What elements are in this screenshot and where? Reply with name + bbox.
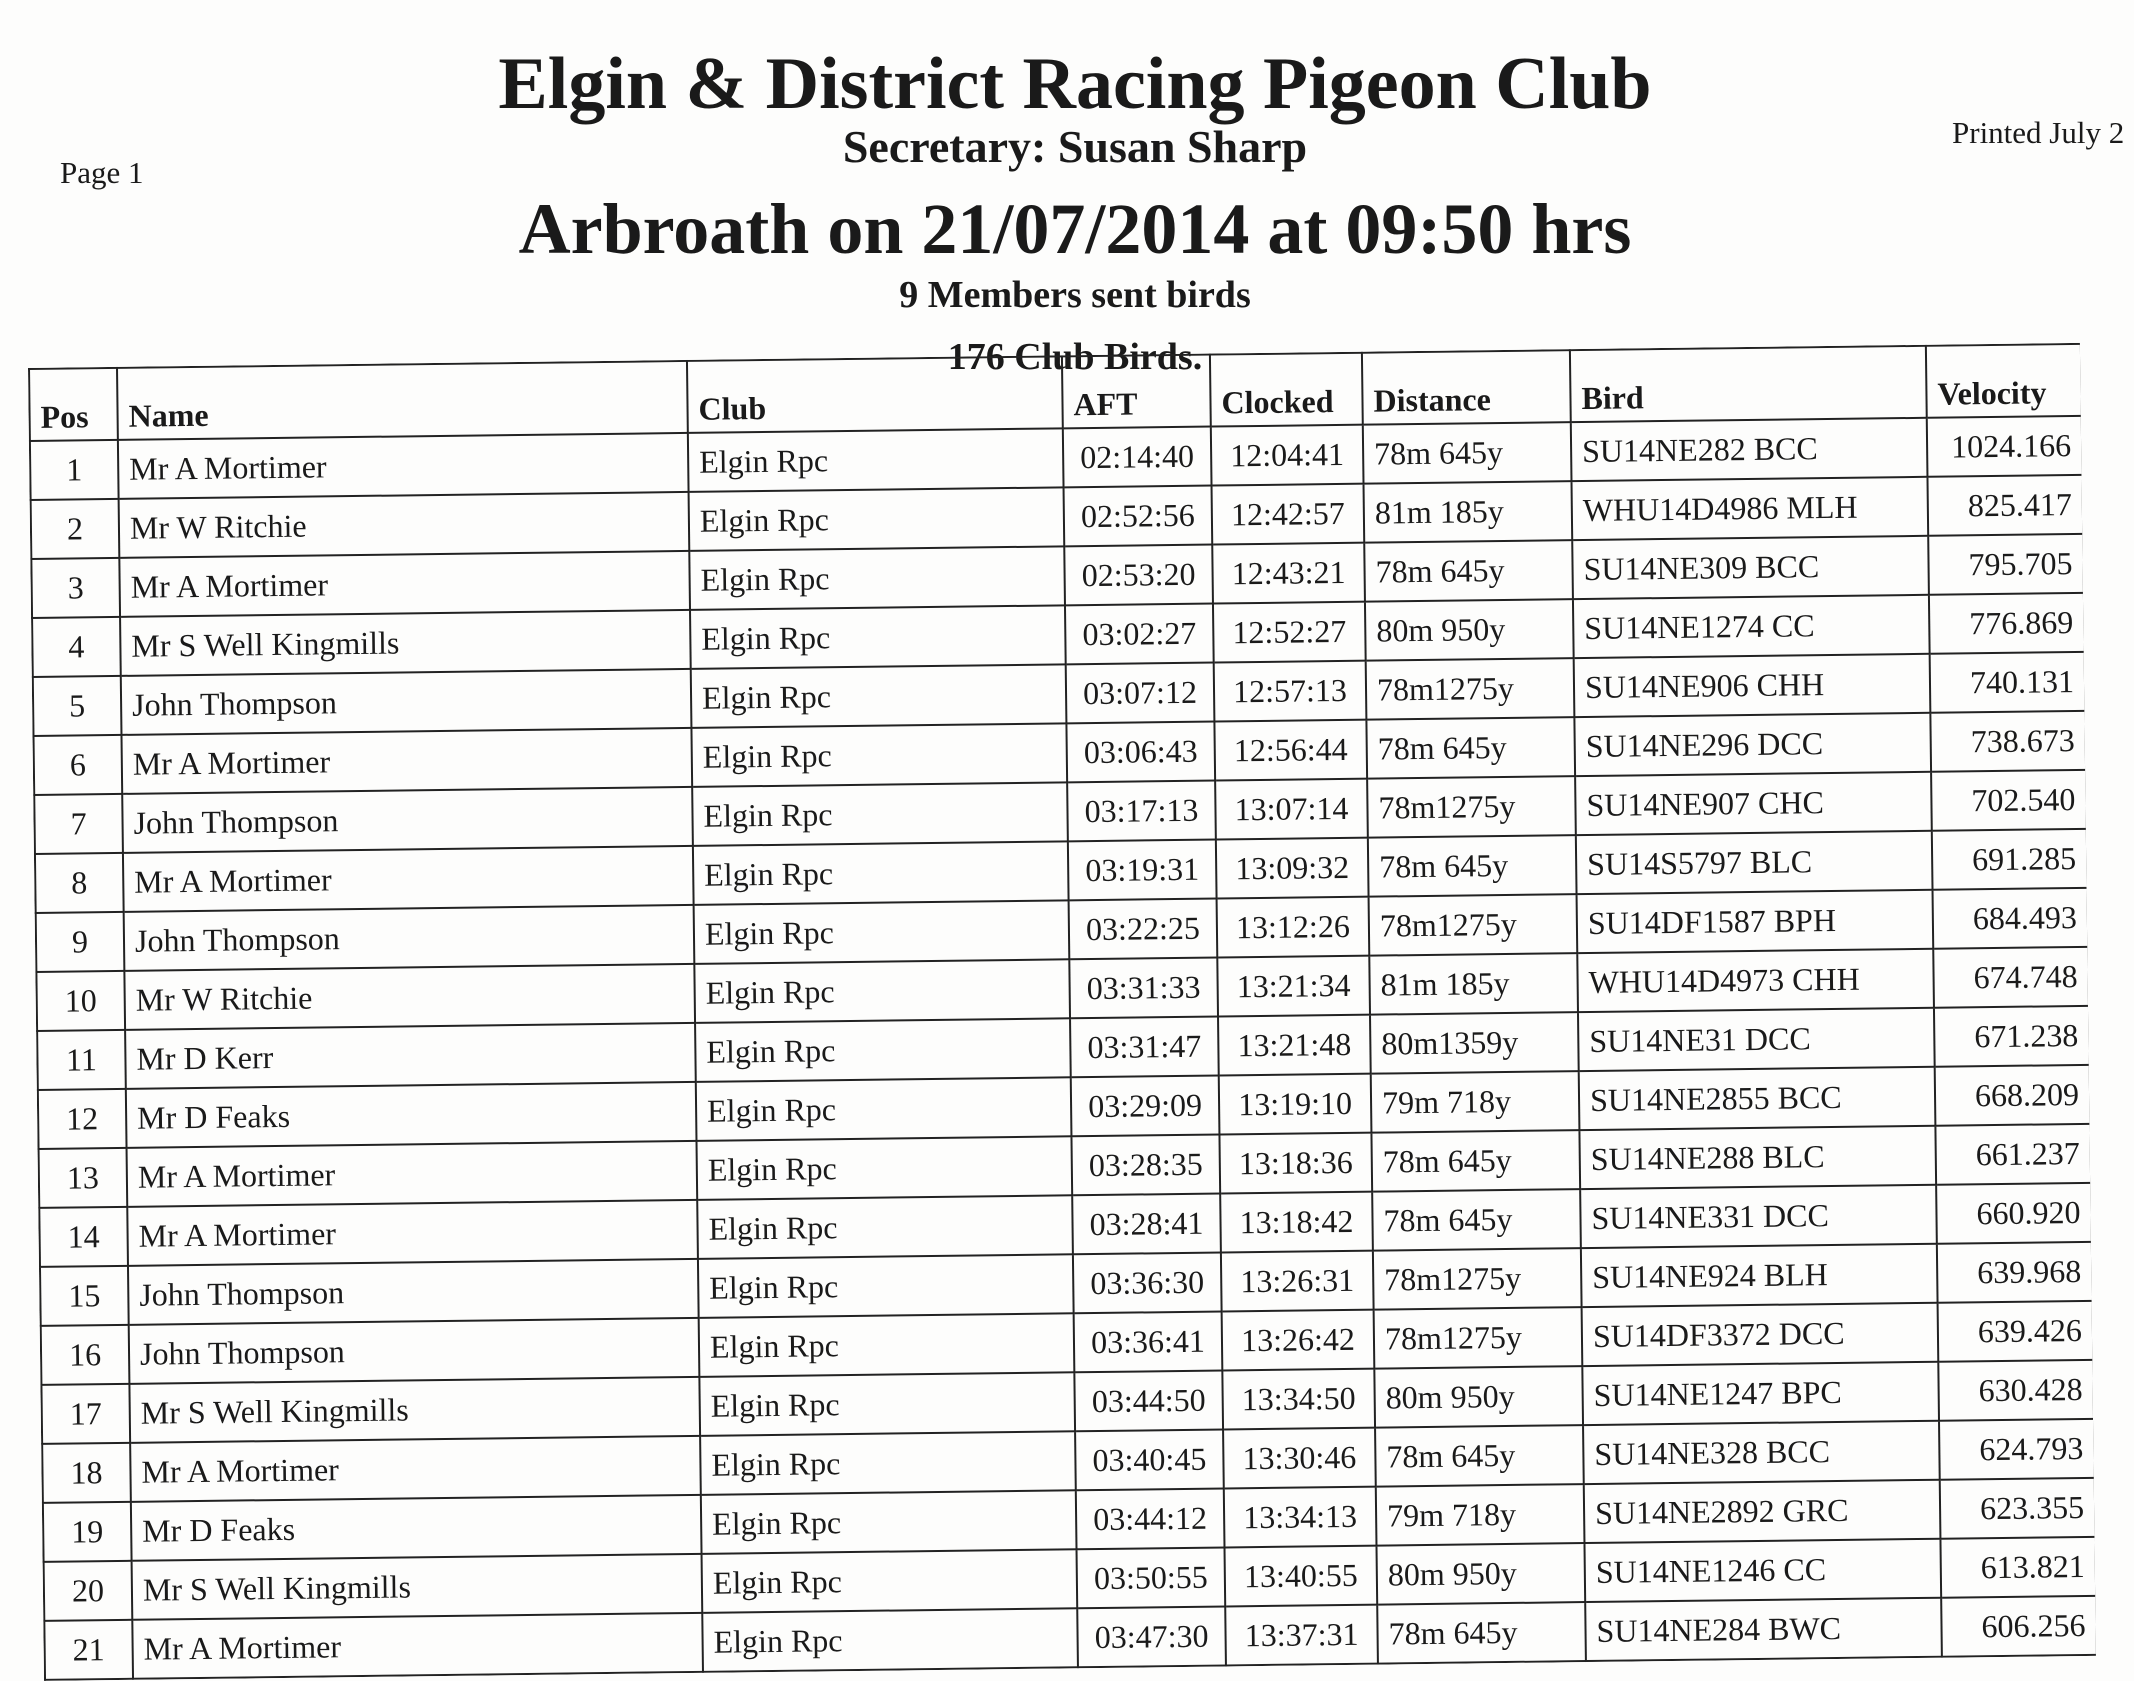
aft-cell: 03:02:27	[1065, 604, 1214, 665]
club-cell: Elgin Rpc	[692, 782, 1068, 846]
bird-cell: SU14NE296 DCC	[1574, 713, 1931, 776]
clocked-cell: 12:56:44	[1214, 720, 1367, 781]
race-title: Arbroath on 21/07/2014 at 09:50 hrs	[518, 189, 1632, 269]
aft-cell: 03:50:55	[1077, 1547, 1226, 1608]
pos-cell: 17	[41, 1384, 130, 1444]
distance-cell: 78m 645y	[1372, 1189, 1581, 1251]
aft-cell: 03:31:47	[1070, 1017, 1219, 1078]
velocity-cell: 623.355	[1940, 1478, 2096, 1539]
aft-cell: 03:07:12	[1066, 663, 1215, 724]
bird-cell: SU14NE331 DCC	[1580, 1185, 1937, 1248]
pos-cell: 6	[33, 735, 122, 795]
bird-cell: SU14NE924 BLH	[1581, 1244, 1938, 1307]
clocked-cell: 13:07:14	[1215, 779, 1368, 840]
velocity-cell: 630.428	[1938, 1360, 2094, 1421]
aft-cell: 03:28:41	[1072, 1193, 1221, 1254]
velocity-cell: 825.417	[1927, 475, 2083, 536]
pos-cell: 19	[43, 1502, 132, 1562]
clocked-cell: 13:34:50	[1222, 1369, 1375, 1430]
velocity-cell: 776.869	[1929, 593, 2085, 654]
distance-cell: 80m 950y	[1376, 1543, 1585, 1605]
pos-cell: 4	[32, 617, 121, 677]
distance-cell: 78m 645y	[1364, 540, 1573, 602]
name-cell: Mr D Feaks	[131, 1495, 702, 1561]
club-cell: Elgin Rpc	[691, 664, 1067, 728]
name-cell: Mr W Ritchie	[124, 964, 695, 1030]
distance-cell: 78m 645y	[1368, 835, 1577, 897]
aft-cell: 03:19:31	[1068, 840, 1217, 901]
distance-cell: 80m1359y	[1370, 1012, 1579, 1074]
name-cell: Mr A Mortimer	[132, 1613, 703, 1679]
velocity-cell: 639.426	[1938, 1301, 2094, 1362]
bird-cell: SU14NE309 BCC	[1572, 536, 1929, 599]
club-cell: Elgin Rpc	[694, 900, 1070, 964]
column-header-clocked: Clocked	[1210, 353, 1363, 427]
aft-cell: 03:47:30	[1077, 1606, 1226, 1667]
bird-cell: SU14NE2855 BCC	[1579, 1067, 1936, 1130]
name-cell: Mr A Mortimer	[121, 728, 692, 794]
bird-cell: SU14DF1587 BPH	[1577, 890, 1934, 953]
name-cell: Mr A Mortimer	[123, 846, 694, 912]
club-cell: Elgin Rpc	[695, 1018, 1071, 1082]
pos-cell: 11	[37, 1030, 126, 1090]
name-cell: Mr A Mortimer	[127, 1141, 698, 1207]
results-table-container	[28, 343, 2096, 1681]
aft-cell: 03:36:41	[1074, 1311, 1223, 1372]
printed-date: Printed July 2	[1952, 115, 2125, 150]
clocked-cell: 12:57:13	[1214, 661, 1367, 722]
velocity-cell: 639.968	[1937, 1242, 2093, 1303]
bird-cell: SU14NE31 DCC	[1578, 1008, 1935, 1071]
velocity-cell: 702.540	[1931, 770, 2087, 831]
clocked-cell: 12:52:27	[1213, 602, 1366, 663]
secretary-line: Secretary: Susan Sharp	[842, 121, 1308, 172]
velocity-cell: 613.821	[1940, 1537, 2095, 1598]
distance-cell: 81m 185y	[1369, 953, 1578, 1015]
aft-cell: 03:40:45	[1075, 1429, 1224, 1490]
pos-cell: 9	[36, 912, 125, 972]
page-number: Page 1	[60, 155, 144, 190]
club-cell: Elgin Rpc	[701, 1490, 1077, 1554]
clocked-cell: 13:18:36	[1219, 1133, 1372, 1194]
name-cell: Mr D Feaks	[126, 1082, 697, 1148]
distance-cell: 78m 645y	[1363, 422, 1572, 484]
club-cell: Elgin Rpc	[691, 723, 1067, 787]
clocked-cell: 12:42:57	[1212, 484, 1365, 545]
clocked-cell: 13:26:42	[1222, 1310, 1375, 1371]
members-count: 9 Members sent birds	[899, 274, 1251, 316]
clocked-cell: 13:37:31	[1225, 1605, 1378, 1666]
bird-cell: SU14NE1246 CC	[1584, 1539, 1941, 1602]
pos-cell: 12	[38, 1089, 127, 1149]
pos-cell: 18	[42, 1443, 131, 1503]
club-title: Elgin & District Racing Pigeon Club	[498, 43, 1652, 125]
velocity-cell: 684.493	[1933, 888, 2089, 949]
bird-cell: WHU14D4986 MLH	[1571, 477, 1928, 540]
aft-cell: 02:52:56	[1064, 486, 1213, 547]
club-cell: Elgin Rpc	[702, 1549, 1078, 1613]
clocked-cell: 13:19:10	[1219, 1074, 1372, 1135]
club-cell: Elgin Rpc	[693, 841, 1069, 905]
velocity-cell: 674.748	[1933, 947, 2089, 1008]
results-body	[30, 416, 2096, 1680]
clocked-cell: 13:09:32	[1216, 838, 1369, 899]
name-cell: John Thompson	[128, 1259, 699, 1325]
name-cell: Mr A Mortimer	[130, 1436, 701, 1502]
club-cell: Elgin Rpc	[694, 959, 1070, 1023]
distance-cell: 78m 645y	[1371, 1130, 1580, 1192]
distance-cell: 78m 645y	[1375, 1425, 1584, 1487]
distance-cell: 79m 718y	[1376, 1484, 1585, 1546]
name-cell: Mr D Kerr	[125, 1023, 696, 1089]
clocked-cell: 13:12:26	[1217, 897, 1370, 958]
velocity-cell: 795.705	[1928, 534, 2084, 595]
pos-cell: 10	[36, 971, 125, 1031]
aft-cell: 03:22:25	[1069, 899, 1218, 960]
bird-cell: SU14NE906 CHH	[1574, 654, 1931, 717]
velocity-cell: 740.131	[1930, 652, 2086, 713]
name-cell: John Thompson	[124, 905, 695, 971]
aft-cell: 02:14:40	[1063, 427, 1212, 488]
pos-cell: 16	[41, 1325, 130, 1385]
name-cell: Mr A Mortimer	[119, 551, 690, 617]
name-cell: Mr S Well Kingmills	[120, 610, 691, 676]
clocked-cell: 13:21:48	[1218, 1015, 1371, 1076]
pos-cell: 1	[30, 440, 119, 500]
bird-cell: SU14NE288 BLC	[1579, 1126, 1936, 1189]
distance-cell: 78m 645y	[1377, 1602, 1586, 1664]
column-header-aft: AFT	[1062, 355, 1211, 429]
bird-cell: SU14NE1247 BPC	[1582, 1362, 1939, 1425]
pos-cell: 14	[39, 1207, 128, 1267]
aft-cell: 03:06:43	[1066, 722, 1215, 783]
club-cell: Elgin Rpc	[699, 1372, 1075, 1436]
name-cell: Mr S Well Kingmills	[129, 1377, 700, 1443]
club-cell: Elgin Rpc	[702, 1608, 1078, 1672]
bird-cell: SU14NE328 BCC	[1583, 1421, 1940, 1484]
club-cell: Elgin Rpc	[689, 487, 1065, 551]
distance-cell: 78m1275y	[1374, 1307, 1583, 1369]
distance-cell: 79m 718y	[1371, 1071, 1580, 1133]
aft-cell: 02:53:20	[1064, 545, 1213, 606]
birds-count: 176 Club Birds.	[947, 336, 1203, 378]
velocity-cell: 661.237	[1935, 1124, 2091, 1185]
velocity-cell: 624.793	[1939, 1419, 2095, 1480]
club-cell: Elgin Rpc	[697, 1195, 1073, 1259]
club-cell: Elgin Rpc	[696, 1077, 1072, 1141]
column-header-distance: Distance	[1362, 350, 1571, 425]
aft-cell: 03:31:33	[1069, 958, 1218, 1019]
bird-cell: SU14DF3372 DCC	[1582, 1303, 1939, 1366]
pos-cell: 5	[33, 676, 122, 736]
bird-cell: SU14NE907 CHC	[1575, 772, 1932, 835]
clocked-cell: 13:21:34	[1217, 956, 1370, 1017]
aft-cell: 03:28:35	[1071, 1135, 1220, 1196]
name-cell: Mr W Ritchie	[119, 492, 690, 558]
aft-cell: 03:44:50	[1074, 1370, 1223, 1431]
column-header-pos: Pos	[29, 368, 118, 441]
pos-cell: 3	[31, 558, 120, 618]
aft-cell: 03:17:13	[1067, 781, 1216, 842]
club-cell: Elgin Rpc	[689, 546, 1065, 610]
clocked-cell: 13:34:13	[1224, 1487, 1377, 1548]
pos-cell: 20	[44, 1561, 133, 1621]
bird-cell: WHU14D4973 CHH	[1577, 949, 1934, 1012]
name-cell: John Thompson	[129, 1318, 700, 1384]
aft-cell: 03:36:30	[1073, 1252, 1222, 1313]
bird-cell: SU14NE1274 CC	[1573, 595, 1930, 658]
results-table	[28, 343, 2096, 1681]
distance-cell: 78m1275y	[1369, 894, 1578, 956]
distance-cell: 81m 185y	[1364, 481, 1573, 543]
distance-cell: 80m 950y	[1365, 599, 1574, 661]
name-cell: John Thompson	[121, 669, 692, 735]
name-cell: Mr S Well Kingmills	[132, 1554, 703, 1620]
club-cell: Elgin Rpc	[698, 1254, 1074, 1318]
pos-cell: 13	[39, 1148, 128, 1208]
bird-cell: SU14NE284 BWC	[1585, 1598, 1942, 1661]
pos-cell: 15	[40, 1266, 129, 1326]
column-header-name: Name	[117, 361, 688, 440]
name-cell: Mr A Mortimer	[118, 433, 689, 499]
aft-cell: 03:29:09	[1071, 1076, 1220, 1137]
pos-cell: 8	[35, 853, 124, 913]
club-cell: Elgin Rpc	[690, 605, 1066, 669]
distance-cell: 78m1275y	[1366, 658, 1575, 720]
clocked-cell: 13:30:46	[1223, 1428, 1376, 1489]
bird-cell: SU14NE2892 GRC	[1584, 1480, 1941, 1543]
aft-cell: 03:44:12	[1076, 1488, 1225, 1549]
bird-cell: SU14NE282 BCC	[1571, 418, 1928, 481]
clocked-cell: 13:40:55	[1224, 1546, 1377, 1607]
pos-cell: 7	[34, 794, 123, 854]
clocked-cell: 13:18:42	[1220, 1192, 1373, 1253]
pos-cell: 21	[44, 1620, 133, 1680]
velocity-cell: 660.920	[1936, 1183, 2092, 1244]
club-cell: Elgin Rpc	[700, 1431, 1076, 1495]
bird-cell: SU14S5797 BLC	[1576, 831, 1933, 894]
club-cell: Elgin Rpc	[696, 1136, 1072, 1200]
name-cell: John Thompson	[122, 787, 693, 853]
velocity-cell: 738.673	[1930, 711, 2086, 772]
clocked-cell: 13:26:31	[1221, 1251, 1374, 1312]
name-cell: Mr A Mortimer	[127, 1200, 698, 1266]
velocity-cell: 1024.166	[1927, 416, 2083, 477]
velocity-cell: 691.285	[1932, 829, 2088, 890]
column-header-velocity: Velocity	[1926, 344, 2082, 418]
club-cell: Elgin Rpc	[699, 1313, 1075, 1377]
club-cell: Elgin Rpc	[688, 428, 1064, 492]
distance-cell: 80m 950y	[1374, 1366, 1583, 1428]
clocked-cell: 12:43:21	[1212, 543, 1365, 604]
distance-cell: 78m 645y	[1366, 717, 1575, 779]
velocity-cell: 671.238	[1934, 1006, 2090, 1067]
velocity-cell: 668.209	[1935, 1065, 2091, 1126]
pos-cell: 2	[31, 499, 120, 559]
column-header-club: Club	[687, 356, 1063, 433]
velocity-cell: 606.256	[1941, 1596, 2096, 1657]
distance-cell: 78m1275y	[1367, 776, 1576, 838]
column-header-bird: Bird	[1570, 346, 1927, 422]
clocked-cell: 12:04:41	[1211, 425, 1364, 486]
distance-cell: 78m1275y	[1373, 1248, 1582, 1310]
